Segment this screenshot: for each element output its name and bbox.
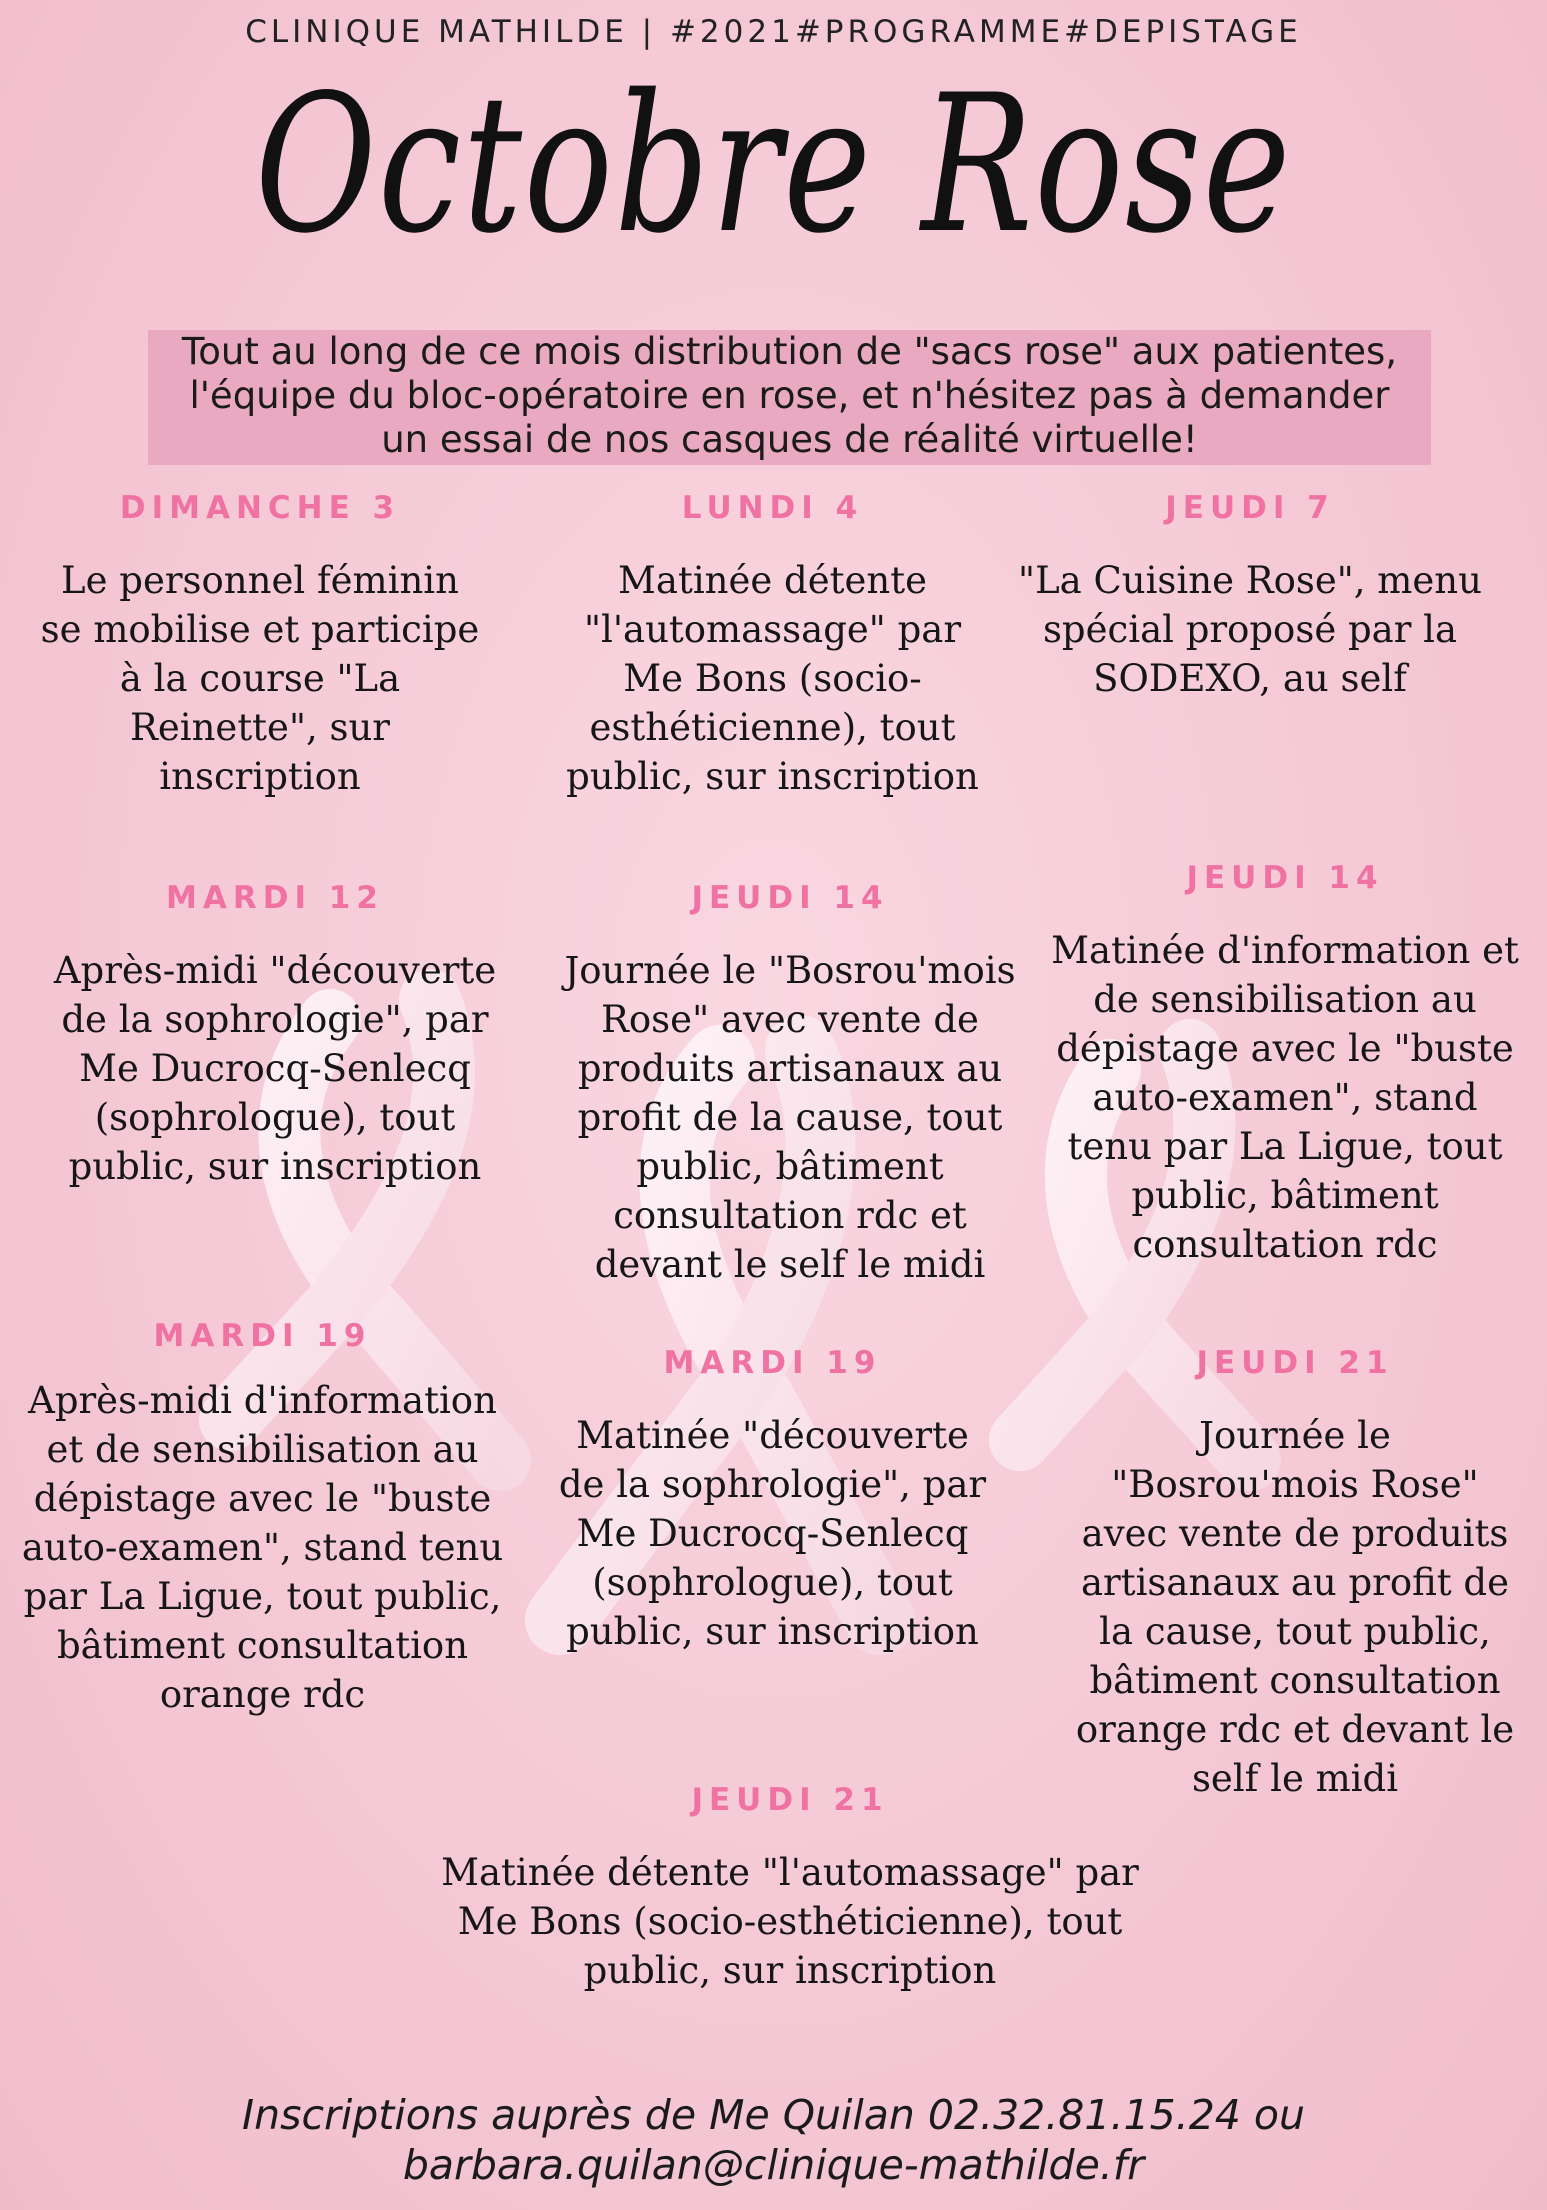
event-jeudi-21-bosroumois [1075, 1345, 1515, 1803]
event-date: DIMANCHE 3 [119, 490, 401, 526]
event-description: Après-midi "découverte de la sophrologie", par Me Ducrocq-Senlecq (sophrologue), tout public, sur inscription [53, 949, 497, 1188]
event-description: Matinée d'information et de sensibilisation au dépistage avec le "buste auto-examen", stand tenu par La Ligue, tout public, bâtiment consultation rdc [1051, 929, 1519, 1266]
event-date: JEUDI 21 [691, 1782, 889, 1818]
footer-registration-contact [0, 2090, 1547, 2190]
intro-banner [148, 330, 1431, 465]
page-title: Octobre Rose [254, 54, 1293, 275]
event-date: JEUDI 14 [691, 880, 889, 916]
event-date: MARDI 12 [166, 880, 384, 916]
event-description: Matinée détente "l'automassage" par Me Bons (socio-esthéticienne), tout public, sur inscription [441, 1851, 1139, 1992]
footer-line-1: Inscriptions auprès de Me Quilan 02.32.81.15.24 ou [242, 2091, 1305, 2139]
event-jeudi-14-bosroumois [555, 880, 1025, 1289]
event-mardi-19-sophrologie [555, 1345, 990, 1656]
event-jeudi-21-automassage [430, 1782, 1150, 1995]
event-description: Le personnel féminin se mobilise et participe à la course "La Reinette", sur inscription [40, 559, 480, 798]
event-description: Matinée détente "l'automassage" par Me Bons (socio-esthéticienne), tout public, sur inscription [566, 559, 979, 798]
event-date: JEUDI 21 [1196, 1345, 1394, 1381]
event-date: JEUDI 7 [1165, 490, 1335, 526]
footer-email: barbara.quilan@clinique-mathilde.fr [402, 2141, 1145, 2189]
event-jeudi-14-information [1050, 860, 1520, 1269]
intro-line-2: l'équipe du bloc-opératoire en rose, et n'hésitez pas à demander [189, 374, 1390, 417]
event-jeudi-7 [1015, 490, 1485, 703]
event-description: Journée le "Bosrou'mois Rose" avec vente de produits artisanaux au profit de la cause, tout public, bâtiment consultation rdc et devant le self le midi [564, 949, 1016, 1286]
event-date: JEUDI 14 [1186, 860, 1384, 896]
event-lundi-4 [555, 490, 990, 801]
header-clinic-tagline: CLINIQUE MATHILDE | #2021#PROGRAMME#DEPISTAGE [245, 14, 1302, 50]
intro-line-3: un essai de nos casques de réalité virtuelle! [381, 418, 1198, 461]
event-date: MARDI 19 [663, 1345, 882, 1381]
event-dimanche-3 [40, 490, 480, 801]
event-date: MARDI 19 [153, 1318, 372, 1354]
event-description: Après-midi d'information et de sensibilisation au dépistage avec le "buste auto-examen", stand tenu par La Ligue, tout public, bâtiment consultation orange rdc [21, 1379, 504, 1716]
event-date: LUNDI 4 [681, 490, 864, 526]
event-mardi-19-information [20, 1318, 505, 1719]
event-description: Matinée "découverte de la sophrologie", par Me Ducrocq-Senlecq (sophrologue), tout public, sur inscription [558, 1414, 987, 1653]
event-description: Journée le "Bosrou'mois Rose" avec vente de produits artisanaux au profit de la cause, tout public, bâtiment consultation orange rdc et devant le self le midi [1075, 1414, 1515, 1800]
event-mardi-12 [40, 880, 510, 1191]
event-description: "La Cuisine Rose", menu spécial proposé par la SODEXO, au self [1018, 559, 1482, 700]
intro-line-1: Tout au long de ce mois distribution de "sacs rose" aux patientes, [181, 330, 1398, 373]
